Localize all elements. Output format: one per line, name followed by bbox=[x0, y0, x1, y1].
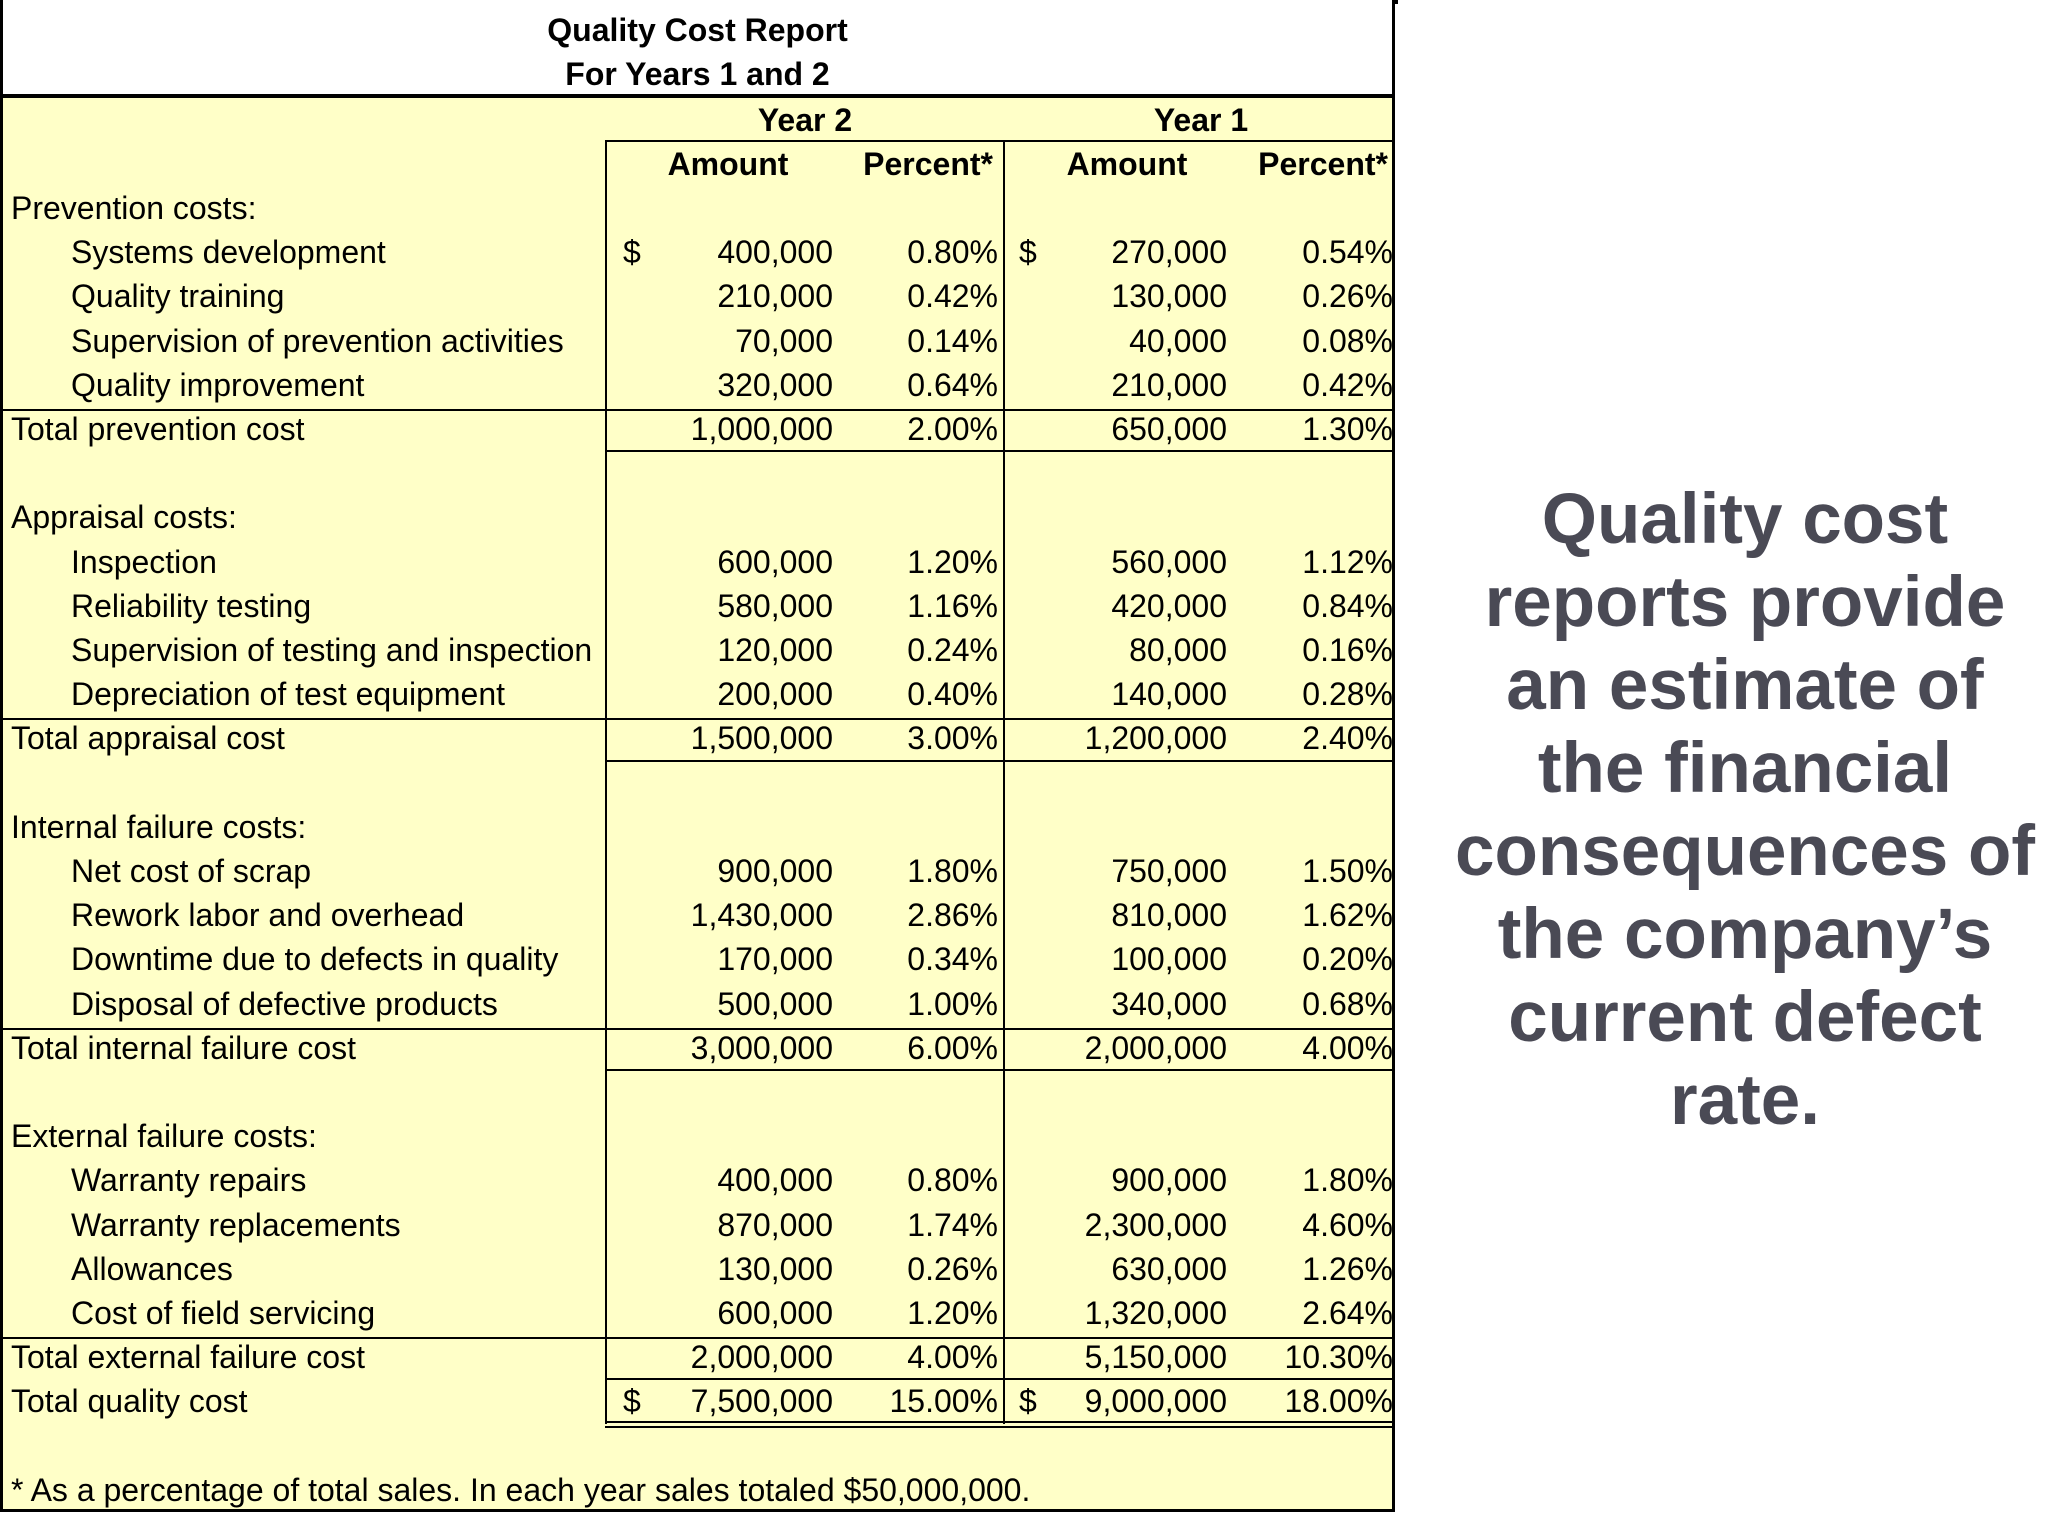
total-overline bbox=[605, 1337, 1395, 1339]
year1-percent: 0.54% bbox=[1302, 234, 1393, 271]
year1-percent: 0.26% bbox=[1302, 278, 1393, 315]
year1-amount: 630,000 bbox=[1111, 1250, 1227, 1287]
line-item-label: Disposal of defective products bbox=[71, 985, 498, 1022]
total-overline-left bbox=[3, 718, 605, 720]
year2-amount: 1,000,000 bbox=[690, 411, 833, 447]
line-item-label: Depreciation of test equipment bbox=[71, 676, 506, 713]
year1-amount: 270,000 bbox=[1111, 234, 1227, 271]
year1-amount: 80,000 bbox=[1129, 632, 1227, 668]
total-overline-left bbox=[3, 1337, 605, 1339]
double-underline-2 bbox=[605, 1426, 1395, 1428]
total-overline bbox=[605, 409, 1395, 411]
year1-percent: 0.28% bbox=[1302, 676, 1393, 713]
year2-amount: 1,430,000 bbox=[690, 897, 833, 934]
footnote: * As a percentage of total sales. In each year sales totaled $50,000,000. bbox=[11, 1472, 1031, 1508]
year2-amount: 2,000,000 bbox=[690, 1339, 833, 1376]
year1-header: Year 1 bbox=[1153, 102, 1249, 138]
year2-amount: 200,000 bbox=[717, 676, 833, 713]
line-item-label: Downtime due to defects in quality bbox=[71, 941, 559, 978]
line-item-label: Quality improvement bbox=[71, 366, 365, 403]
line-item-label: Net cost of scrap bbox=[71, 853, 312, 889]
year1-amount: 340,000 bbox=[1111, 985, 1227, 1022]
year1-percent: 0.68% bbox=[1302, 985, 1393, 1022]
year2-amount: 870,000 bbox=[717, 1206, 833, 1243]
year2-amount: 130,000 bbox=[717, 1250, 833, 1287]
total-label: Total internal failure cost bbox=[11, 1029, 357, 1066]
total-underline bbox=[605, 1069, 1395, 1071]
total-label: Total appraisal cost bbox=[11, 720, 285, 757]
year1-percent: 1.50% bbox=[1302, 853, 1393, 889]
year2-percent: 1.20% bbox=[907, 543, 998, 580]
year2-amount: 120,000 bbox=[717, 632, 833, 668]
year1-percent: 0.08% bbox=[1302, 322, 1393, 359]
line-item-label: Allowances bbox=[71, 1250, 233, 1287]
year1-right-rule bbox=[1393, 140, 1395, 1424]
year1-amount: 810,000 bbox=[1111, 897, 1227, 934]
dollar-sign: $ bbox=[1019, 234, 1037, 271]
year1-percent: 4.00% bbox=[1302, 1029, 1393, 1066]
year1-percent: 1.26% bbox=[1302, 1250, 1393, 1287]
total-overline-left bbox=[3, 1028, 605, 1030]
line-item-label: Rework labor and overhead bbox=[71, 897, 465, 934]
year2-amount: 600,000 bbox=[717, 543, 833, 580]
year2-amount: 7,500,000 bbox=[690, 1383, 833, 1420]
year1-percent: 4.60% bbox=[1302, 1206, 1393, 1243]
year2-amount: 70,000 bbox=[735, 322, 833, 359]
year2-amount: 1,500,000 bbox=[690, 720, 833, 757]
year2-amount: 320,000 bbox=[717, 366, 833, 403]
dollar-sign: $ bbox=[623, 234, 641, 271]
section-heading: External failure costs: bbox=[11, 1118, 317, 1155]
line-item-label: Cost of field servicing bbox=[71, 1295, 376, 1331]
year1-percent: 1.62% bbox=[1302, 897, 1393, 934]
year2-percent: 1.80% bbox=[907, 853, 998, 889]
year1-amount: 210,000 bbox=[1111, 366, 1227, 403]
year2-header: Year 2 bbox=[757, 102, 853, 138]
year2-amount: 210,000 bbox=[717, 278, 833, 315]
year2-percent: 0.24% bbox=[907, 632, 998, 668]
year2-percent-header: Percent* bbox=[863, 146, 993, 182]
year2-amount: 600,000 bbox=[717, 1295, 833, 1331]
year1-amount: 900,000 bbox=[1111, 1162, 1227, 1199]
year2-percent: 0.40% bbox=[907, 676, 998, 713]
year2-percent: 0.64% bbox=[907, 366, 998, 403]
year2-percent: 0.34% bbox=[907, 941, 998, 978]
section-heading: Internal failure costs: bbox=[11, 808, 307, 845]
total-overline bbox=[605, 1028, 1395, 1030]
line-item-label: Warranty repairs bbox=[71, 1162, 307, 1199]
year1-percent: 2.40% bbox=[1302, 720, 1393, 757]
year1-amount: 560,000 bbox=[1111, 543, 1227, 580]
year2-percent: 1.20% bbox=[907, 1295, 998, 1331]
year2-percent: 2.00% bbox=[907, 411, 998, 447]
year1-amount: 9,000,000 bbox=[1084, 1383, 1227, 1420]
year1-amount: 420,000 bbox=[1111, 587, 1227, 624]
year1-amount: 140,000 bbox=[1111, 676, 1227, 713]
total-label: Total quality cost bbox=[11, 1383, 248, 1420]
year1-amount: 130,000 bbox=[1111, 278, 1227, 315]
line-item-label: Reliability testing bbox=[71, 587, 312, 624]
year2-percent: 0.42% bbox=[907, 278, 998, 315]
line-item-label: Quality training bbox=[71, 278, 285, 315]
year1-percent: 10.30% bbox=[1284, 1339, 1393, 1376]
report-title: Quality Cost Report bbox=[547, 12, 848, 48]
dollar-sign: $ bbox=[623, 1383, 641, 1420]
year2-percent: 4.00% bbox=[907, 1339, 998, 1376]
double-underline-1 bbox=[605, 1421, 1395, 1423]
year2-percent: 1.74% bbox=[907, 1206, 998, 1243]
year1-amount: 100,000 bbox=[1111, 941, 1227, 978]
year2-amount: 580,000 bbox=[717, 587, 833, 624]
year1-percent: 1.30% bbox=[1302, 411, 1393, 447]
line-item-label: Systems development bbox=[71, 234, 386, 271]
side-note: Quality cost reports provide an estimate of the financial consequences of the company’s current defect rate. bbox=[1455, 480, 2035, 1140]
total-label: Total external failure cost bbox=[11, 1339, 365, 1376]
line-item-label: Warranty replacements bbox=[71, 1206, 401, 1243]
year1-percent: 18.00% bbox=[1284, 1383, 1393, 1420]
year1-percent: 0.42% bbox=[1302, 366, 1393, 403]
total-overline bbox=[605, 718, 1395, 720]
year1-percent: 1.80% bbox=[1302, 1162, 1393, 1199]
year1-amount-header: Amount bbox=[1066, 146, 1188, 182]
year2-percent: 2.86% bbox=[907, 897, 998, 934]
line-item-label: Inspection bbox=[71, 543, 217, 580]
year1-percent: 2.64% bbox=[1302, 1295, 1393, 1331]
total-label: Total prevention cost bbox=[11, 411, 305, 447]
year2-amount: 170,000 bbox=[717, 941, 833, 978]
total-overline-left bbox=[3, 409, 605, 411]
year2-amount-header: Amount bbox=[667, 146, 789, 182]
year1-percent: 0.84% bbox=[1302, 587, 1393, 624]
year1-percent: 0.16% bbox=[1302, 632, 1393, 668]
year2-percent: 0.26% bbox=[907, 1250, 998, 1287]
year1-percent: 0.20% bbox=[1302, 941, 1393, 978]
report-subtitle: For Years 1 and 2 bbox=[565, 56, 830, 92]
year2-amount: 500,000 bbox=[717, 985, 833, 1022]
year2-amount: 400,000 bbox=[717, 1162, 833, 1199]
year2-amount: 3,000,000 bbox=[690, 1029, 833, 1066]
year1-amount: 650,000 bbox=[1111, 411, 1227, 447]
year1-amount: 5,150,000 bbox=[1084, 1339, 1227, 1376]
line-item-label: Supervision of prevention activities bbox=[71, 322, 564, 359]
section-heading: Appraisal costs: bbox=[11, 499, 237, 536]
year2-percent: 0.80% bbox=[907, 234, 998, 271]
year2-amount: 400,000 bbox=[717, 234, 833, 271]
year2-percent: 0.14% bbox=[907, 322, 998, 359]
year2-amount: 900,000 bbox=[717, 853, 833, 889]
year1-percent-header: Percent* bbox=[1258, 146, 1388, 182]
year1-amount: 1,200,000 bbox=[1084, 720, 1227, 757]
dollar-sign: $ bbox=[1019, 1383, 1037, 1420]
total-underline bbox=[605, 450, 1395, 452]
year1-percent: 1.12% bbox=[1302, 543, 1393, 580]
report-header bbox=[3, 0, 1392, 98]
year1-amount: 1,320,000 bbox=[1084, 1295, 1227, 1331]
year2-left-rule bbox=[605, 140, 607, 1424]
year2-percent: 1.16% bbox=[907, 587, 998, 624]
year-divider-rule bbox=[1003, 140, 1005, 1424]
line-item-label: Supervision of testing and inspection bbox=[71, 632, 593, 668]
total-underline bbox=[605, 760, 1395, 762]
year2-percent: 6.00% bbox=[907, 1029, 998, 1066]
year2-percent: 1.00% bbox=[907, 985, 998, 1022]
section-heading: Prevention costs: bbox=[11, 190, 257, 226]
year2-percent: 15.00% bbox=[889, 1383, 998, 1420]
year2-percent: 0.80% bbox=[907, 1162, 998, 1199]
year1-amount: 40,000 bbox=[1129, 322, 1227, 359]
year1-amount: 750,000 bbox=[1111, 853, 1227, 889]
year2-percent: 3.00% bbox=[907, 720, 998, 757]
year1-amount: 2,000,000 bbox=[1084, 1029, 1227, 1066]
year1-amount: 2,300,000 bbox=[1084, 1206, 1227, 1243]
